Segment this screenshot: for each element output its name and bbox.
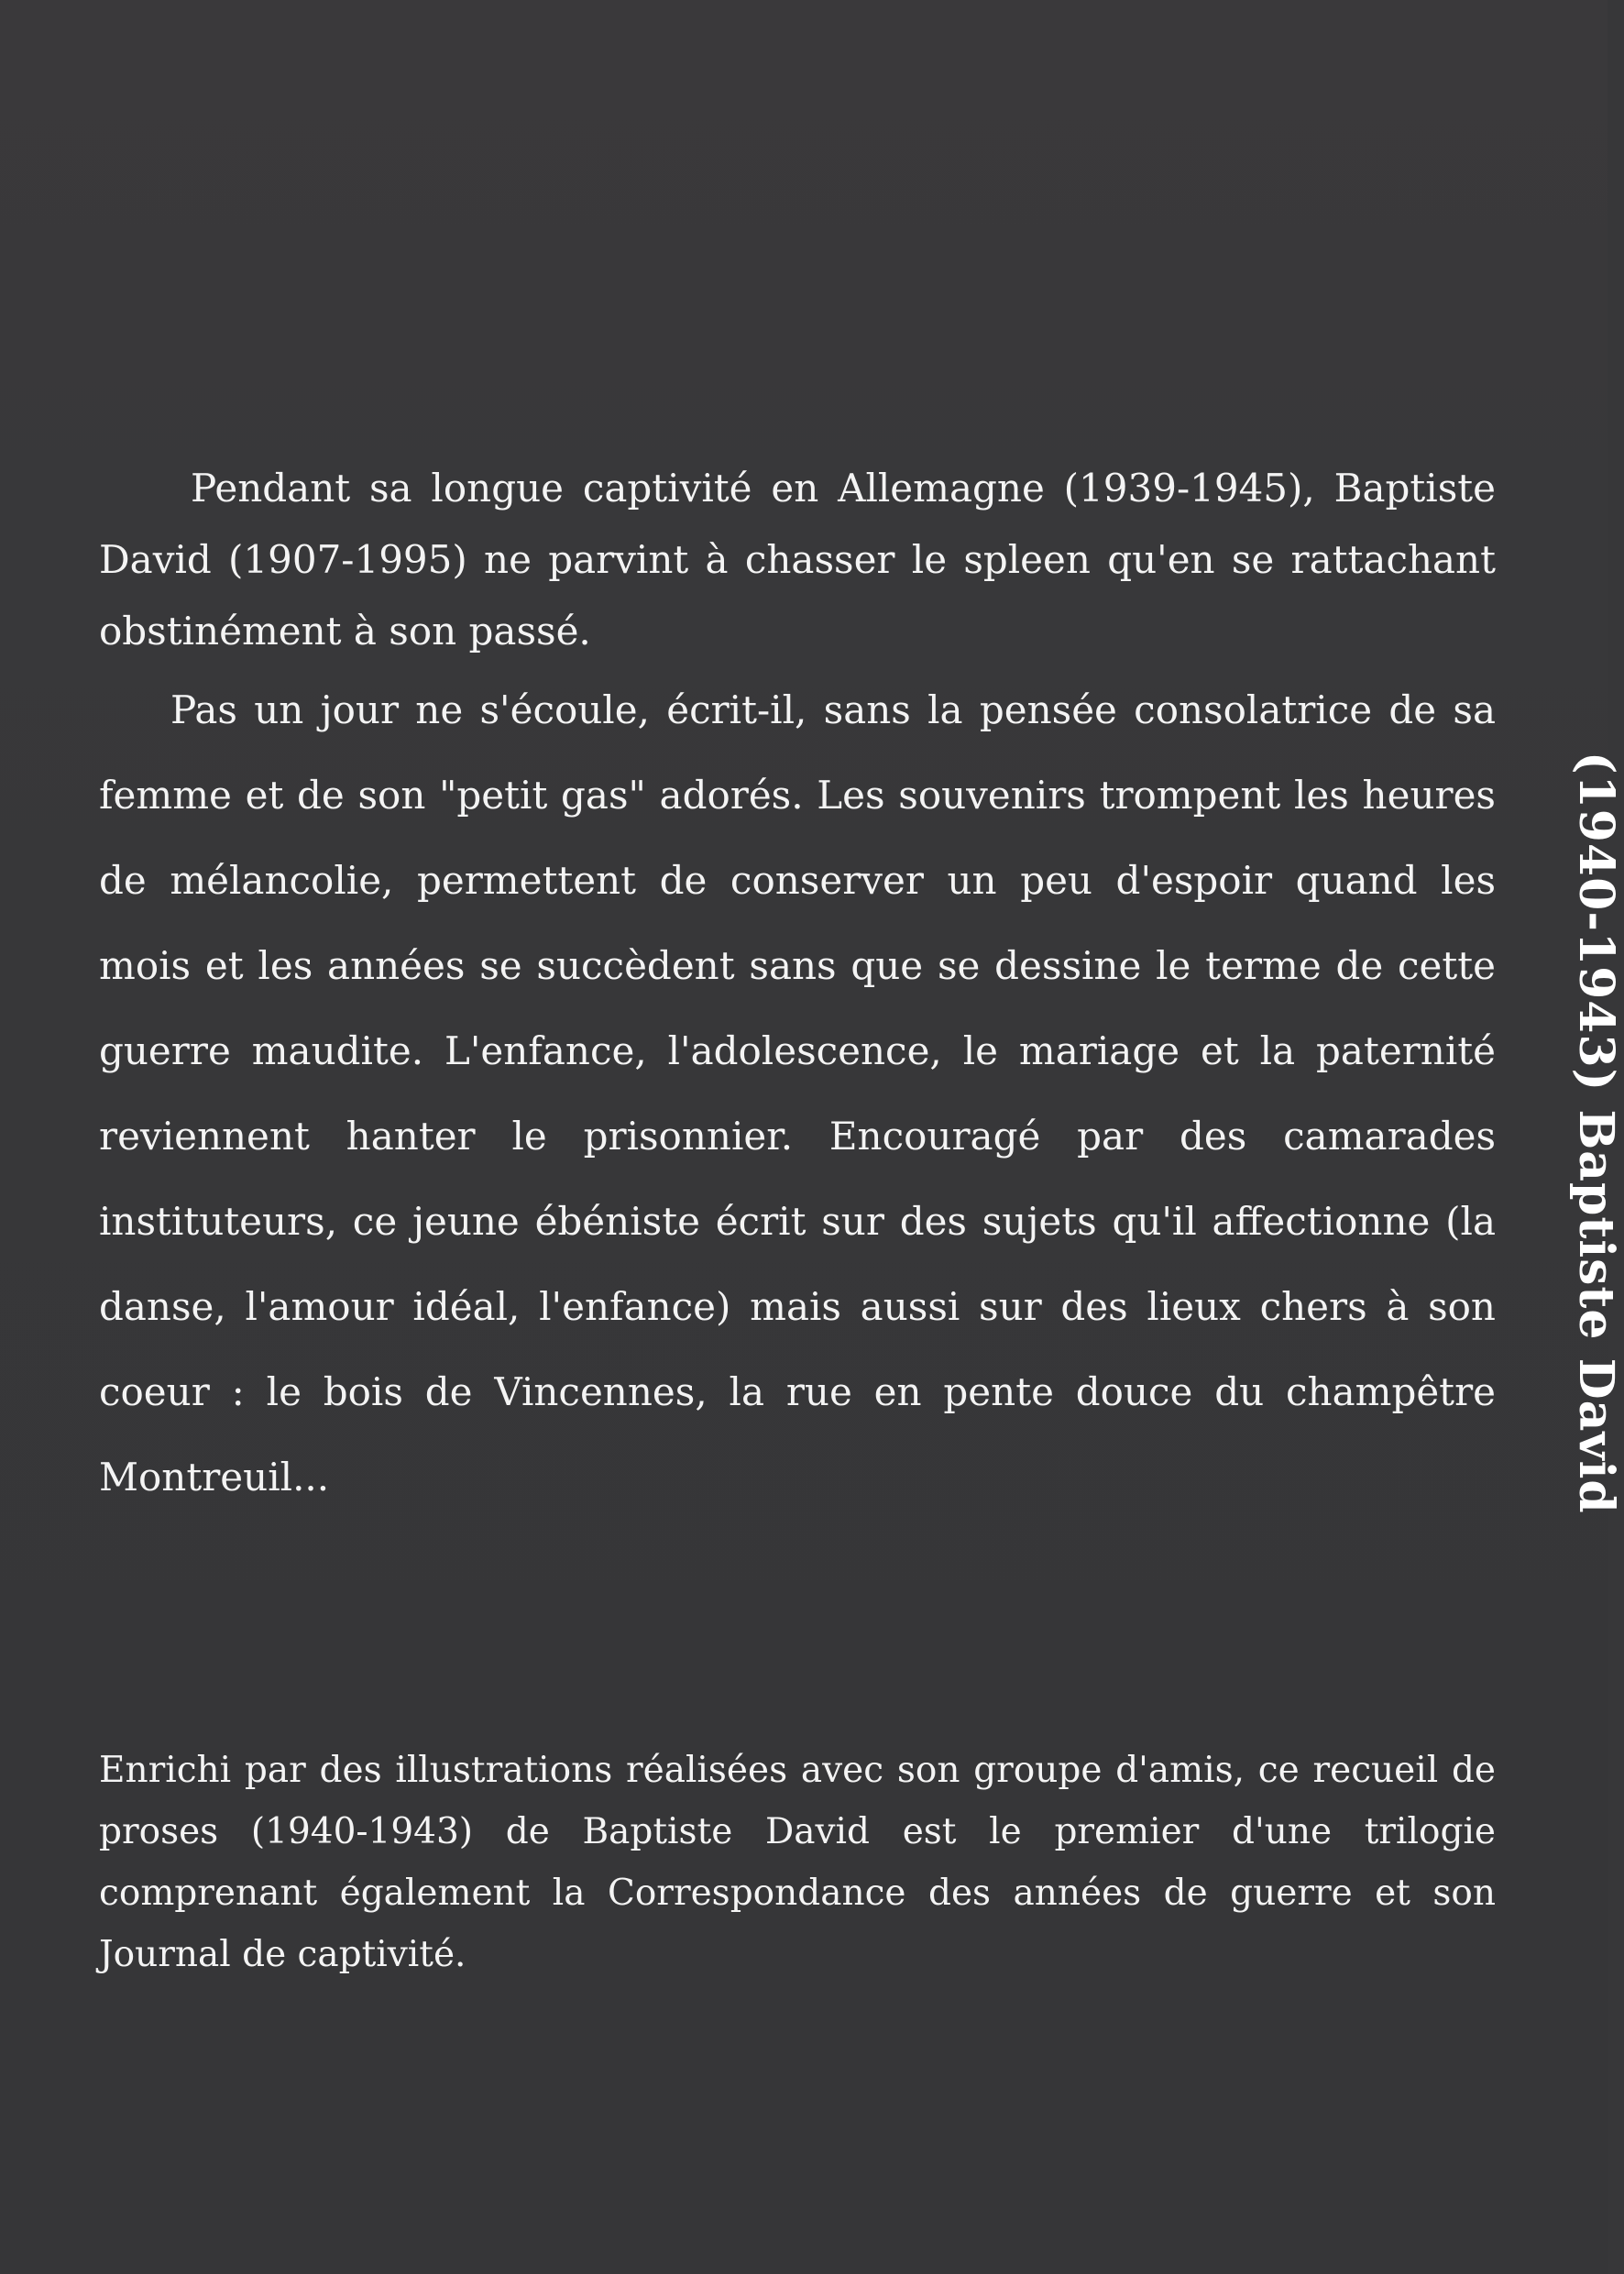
summary-paragraph: Pas un jour ne s'écoule, écrit-il, sans la pensée consolatrice de sa femme et de son "petit gas" adorés. Les souvenirs trompent les heures de mélancolie, permettent de conserver un peu d'espoir quand les mois et les années se succèdent sans que se dessine le terme de cette guerre maudite. L'enfance, l'adolescence, le mariage et la paternité reviennent hanter le prisonnier. Encouragé par des camarades instituteurs, ce jeune ébéniste écrit sur des sujets qu'il affectionne (la danse, l'amour idéal, l'enfance) mais aussi sur des lieux chers à son coeur : le bois de Vincennes, la rue en pente douce du champêtre Montreuil... xyxy=(99,687,1496,1500)
spine-title-text: (1940-1943) Baptiste David xyxy=(1568,752,1624,1514)
spine-title-strip xyxy=(1559,752,1624,1514)
intro-paragraph: Pendant sa longue captivité en Allemagne (1939-1945), Baptiste David (1907-1995) ne parvint à chasser le spleen qu'en se rattachant obstinément à son passé. xyxy=(99,466,1496,654)
trilogy-paragraph: Enrichi par des illustrations réalisées avec son groupe d'amis, ce recueil de proses (1940-1943) de Baptiste David est le premier d'une trilogie comprenant également la Correspondance des années de guerre et son Journal de captivité. xyxy=(99,1750,1496,1975)
